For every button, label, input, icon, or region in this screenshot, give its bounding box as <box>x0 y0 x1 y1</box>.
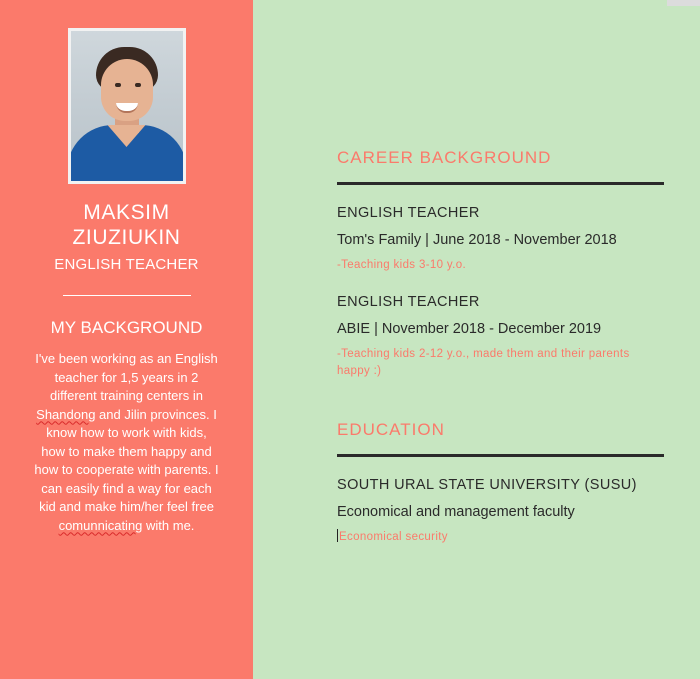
education-faculty: Economical and management faculty <box>337 504 575 520</box>
career-entry-note: -Teaching kids 2-12 y.o., made them and their parents happy :) <box>337 348 630 377</box>
bio-misspelled-shandong: Shandong <box>36 406 96 422</box>
profile-photo <box>68 28 186 184</box>
career-entry-subtitle: ABIE | November 2018 - December 2019 <box>337 321 602 337</box>
education-heading: EDUCATION <box>337 420 445 439</box>
left-sidebar-panel <box>0 0 253 679</box>
education-section <box>337 420 664 546</box>
bio-text-part-1: I've been working as an English teacher for 1,5 years in 2 different training centers in <box>35 351 218 403</box>
career-entry-subtitle: Tom's Family | June 2018 - November 2018 <box>337 232 617 248</box>
my-background-text <box>34 350 220 535</box>
profile-name-line-2: ZIUZIUKIN <box>72 226 181 249</box>
profile-name <box>0 200 253 250</box>
scrollbar-sliver[interactable] <box>667 0 700 6</box>
profile-job-title: ENGLISH TEACHER <box>54 256 199 273</box>
bio-text-part-3: with me. <box>142 517 195 533</box>
photo-eye-left <box>115 83 121 87</box>
photo-eye-right <box>135 83 141 87</box>
career-entry <box>337 294 664 380</box>
education-specialization-line[interactable] <box>337 529 664 546</box>
text-cursor <box>337 529 338 542</box>
right-content-panel <box>253 0 700 679</box>
career-background-section <box>337 148 664 380</box>
career-heading-rule <box>337 182 664 185</box>
career-entry-title: ENGLISH TEACHER <box>337 205 480 221</box>
my-background-heading: MY BACKGROUND <box>50 318 203 337</box>
bio-text-part-2: and Jilin provinces. I know how to work with kids, how to make them happy and how to cooperate with parents. I can easily find a way for each kid and make him/her feel free <box>34 406 219 514</box>
career-entry-note: -Teaching kids 3-10 y.o. <box>337 259 466 271</box>
career-background-heading: CAREER BACKGROUND <box>337 148 552 167</box>
education-specialization: Economical security <box>339 531 448 543</box>
education-entry <box>337 477 664 546</box>
profile-name-line-1: MAKSIM <box>83 201 170 224</box>
education-heading-rule <box>337 454 664 457</box>
education-institution: SOUTH URAL STATE UNIVERSITY (SUSU) <box>337 477 637 493</box>
bio-misspelled-comunnicating: comunnicating <box>58 517 143 533</box>
sidebar-divider <box>63 295 191 296</box>
career-entry <box>337 205 664 274</box>
career-entry-title: ENGLISH TEACHER <box>337 294 480 310</box>
